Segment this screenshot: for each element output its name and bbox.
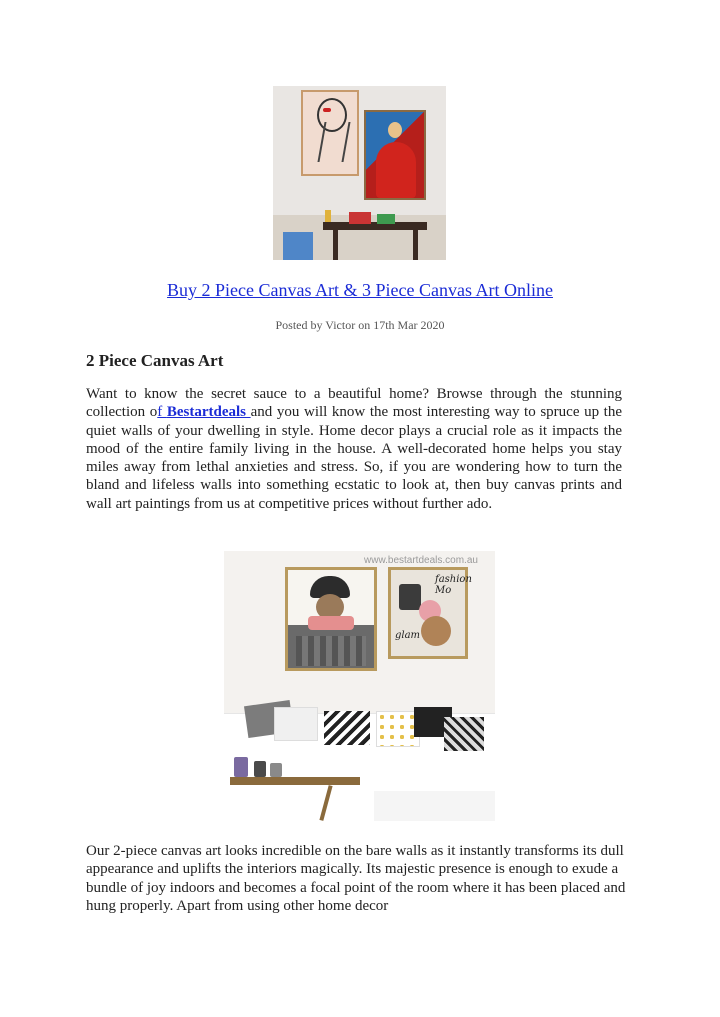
watermark: www.bestartdeals.com.au <box>364 555 478 566</box>
canvas-art-photo-1 <box>273 86 446 260</box>
table <box>323 222 427 230</box>
glam-text: glam <box>395 630 421 641</box>
bestartdeals-link[interactable] <box>157 404 250 420</box>
pillow-white <box>274 707 318 741</box>
intro-text-start: Want to know the secret sauce to a beautiful home? Browse through the stunning collection o <box>86 386 622 421</box>
vase <box>325 210 331 222</box>
post-title-link[interactable]: Buy 2 Piece Canvas Art & 3 Piece Canvas Art Online <box>167 280 553 300</box>
canvas-art-photo-2 <box>224 551 495 821</box>
coffee-table-leg <box>319 785 332 821</box>
painting-cat-scarf <box>285 567 377 671</box>
pillow-pattern <box>444 717 484 751</box>
intro-paragraph <box>86 385 622 513</box>
painting-sketch-woman <box>301 90 359 176</box>
section-heading: 2 Piece Canvas Art <box>86 351 224 370</box>
chair-green <box>377 214 395 224</box>
body-paragraph-2: Our 2-piece canvas art looks incredible on the bare walls as it instantly transforms its dull appearance and uplifts the interiors magically. Its majestic presence is enough to exude a bundle of joy indoors and becomes a focal point of the room where it has been placed and hung properly. Apart from using other home decor <box>86 843 626 914</box>
fashion-sign-text: fashion Mo <box>435 574 472 596</box>
pillow-chevron <box>324 711 370 745</box>
painting-red-dress <box>364 110 426 200</box>
link-prefix: f <box>157 404 167 421</box>
post-meta: Posted by Victor on 17th Mar 2020 <box>275 318 445 332</box>
painting-cat-fashion <box>388 567 472 659</box>
coffee-table <box>230 777 360 785</box>
candle-2 <box>254 761 266 777</box>
intro-text-end: and you will know the most interesting way to spruce up the quiet walls of your dwelling in style. Home decor plays a crucial role as it impacts the mood of the entire family living in the house. A well-decorated home helps you stay miles away from lethal anxieties and stress. So, if you are wondering how to turn the bland and lifeless walls into something ecstatic to look at, then buy canvas prints and wall art paintings from us at competitive prices without further ado. <box>86 404 623 512</box>
candle-1 <box>234 757 248 777</box>
link-text: Bestartdeals <box>166 404 247 421</box>
chair-blue <box>283 232 313 260</box>
table-leg-right <box>413 230 418 260</box>
table-leg-left <box>333 230 338 260</box>
rug <box>374 791 495 821</box>
candle-3 <box>270 763 282 777</box>
chair-red <box>349 212 371 224</box>
